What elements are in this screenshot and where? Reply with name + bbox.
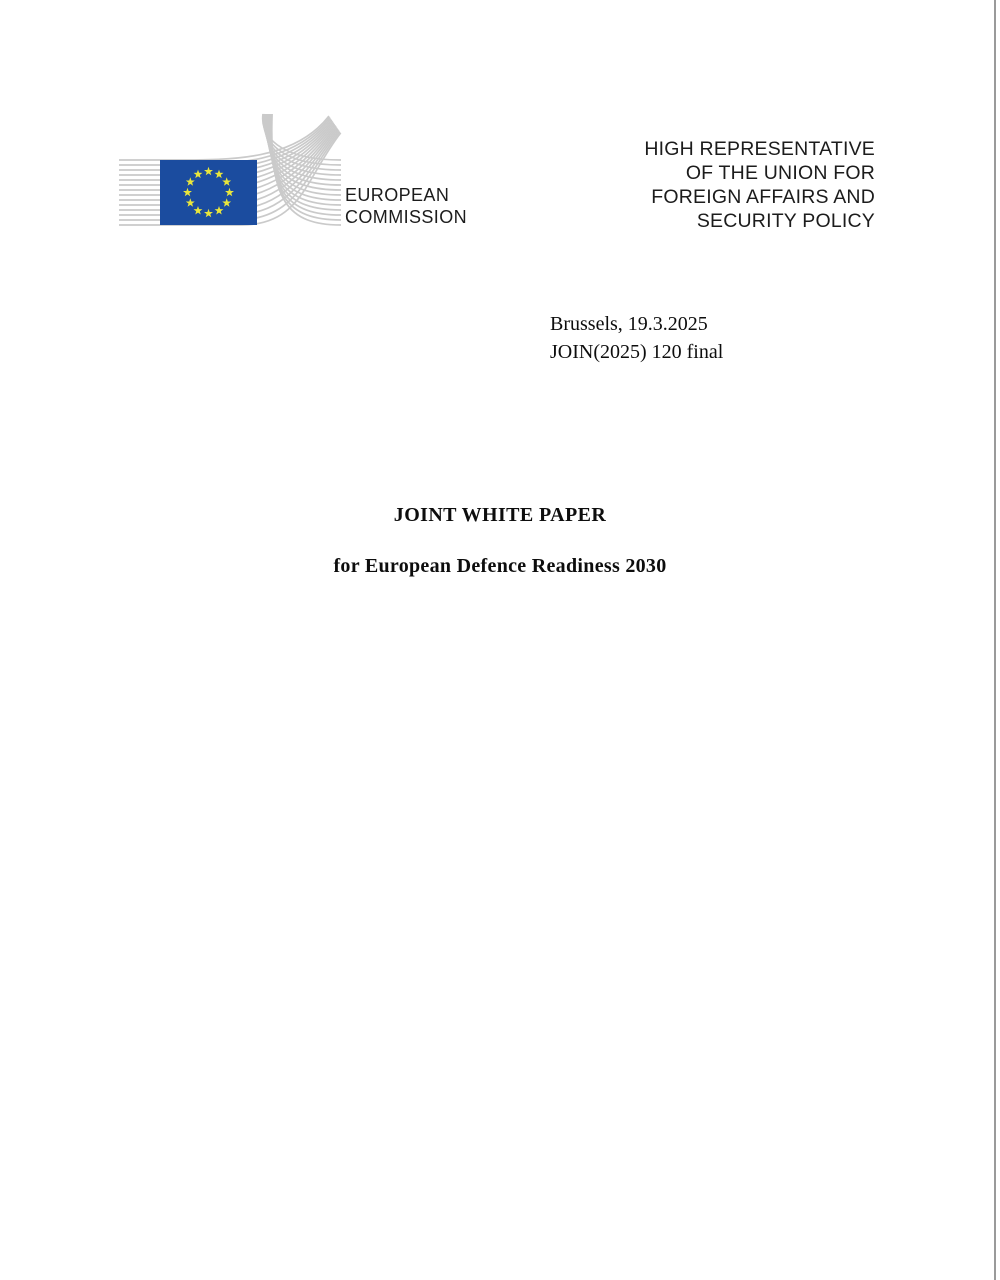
european-commission-label-line2: COMMISSION <box>345 207 468 227</box>
high-representative-line1: HIGH REPRESENTATIVE <box>644 138 875 160</box>
reference-block <box>550 310 723 366</box>
high-representative-line4: SECURITY POLICY <box>696 210 875 232</box>
european-commission-label-line1: EUROPEAN <box>345 185 450 205</box>
place-date: Brussels, 19.3.2025 <box>550 313 708 335</box>
document-subtitle: for European Defence Readiness 2030 <box>333 555 667 577</box>
high-representative-line3: FOREIGN AFFAIRS AND <box>651 186 875 208</box>
european-commission-label <box>345 184 467 228</box>
high-representative-block <box>644 137 875 233</box>
european-commission-logo-icon <box>115 110 345 235</box>
document-id: JOIN(2025) 120 final <box>550 341 724 363</box>
high-representative-line2: OF THE UNION FOR <box>685 162 875 184</box>
document-title: JOINT WHITE PAPER <box>393 504 607 526</box>
page-right-edge-line <box>994 0 996 1280</box>
